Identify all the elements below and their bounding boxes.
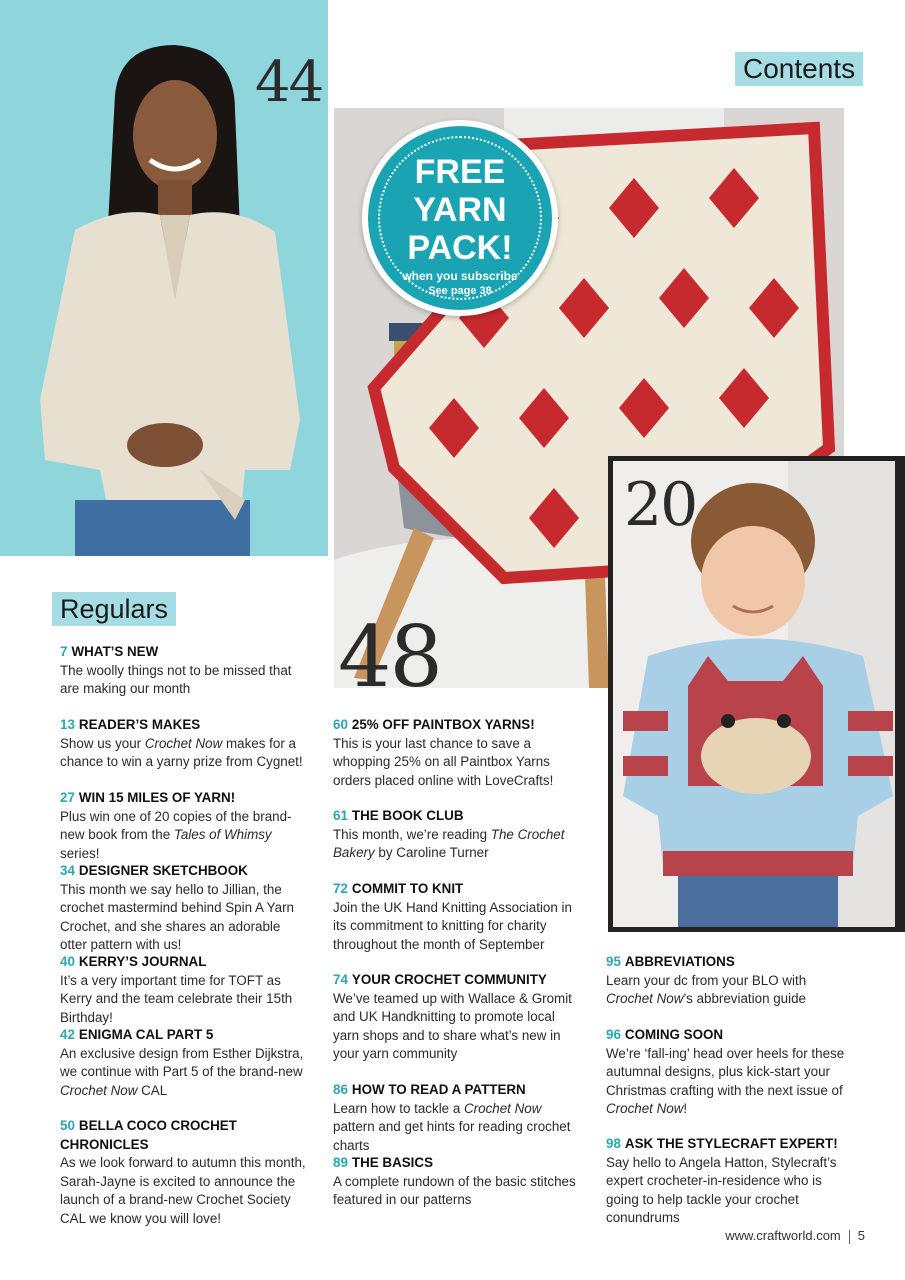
entry-desc: This month, we’re reading The Crochet Bakery by Caroline Turner [333,826,565,860]
entry-title: ENIGMA CAL PART 5 [78,1027,214,1042]
entry-95[interactable] [606,953,856,1009]
entry-desc: A complete rundown of the basic stitches featured in our patterns [333,1173,576,1207]
entry-61[interactable] [333,807,583,863]
entry-27[interactable] [60,789,310,863]
entry-desc: This is your last chance to save a whopping 25% on all Paintbox Yarns orders placed online with LoveCrafts! [333,735,554,788]
badge-line3: PACK! [407,229,513,267]
entry-desc: An exclusive design from Esther Dijkstra, we continue with Part 5 of the brand-new Crochet Now CAL [60,1045,304,1098]
entry-title: YOUR CROCHET COMMUNITY [351,972,547,987]
badge-subscribe-text: when you subscribe [402,269,518,283]
entry-title: KERRY’S JOURNAL [78,954,207,969]
entry-title: DESIGNER SKETCHBOOK [78,863,248,878]
entry-desc: Show us your Crochet Now makes for a chance to win a yarny prize from Cygnet! [60,735,303,769]
entry-number: 40 [60,954,75,969]
entry-34[interactable] [60,862,310,955]
entry-desc: Say hello to Angela Hatton, Stylecraft’s expert crocheter-in-residence who is going to help tackle your crochet conundrums [606,1154,837,1225]
entry-desc: Plus win one of 20 copies of the brand-new book from the Tales of Whimsy series! [60,808,292,861]
entry-title: 25% OFF PAINTBOX YARNS! [351,717,535,732]
free-yarn-pack-badge[interactable] [362,120,558,316]
entry-number: 95 [606,954,621,969]
entry-number: 50 [60,1118,75,1133]
entry-title: COMMIT TO KNIT [351,881,464,896]
entry-desc: It’s a very important time for TOFT as Kerry and the team celebrate their 15th Birthday! [60,972,293,1025]
entry-desc: Join the UK Hand Knitting Association in its commitment to knitting for charity throughout the month of September [333,899,572,952]
footer-divider [849,1230,850,1244]
entry-number: 60 [333,717,348,732]
entry-74[interactable] [333,971,583,1064]
entry-86[interactable] [333,1081,583,1155]
entry-desc: The woolly things not to be missed that are making our month [60,662,292,696]
entry-number: 86 [333,1082,348,1097]
entry-number: 34 [60,863,75,878]
entry-title: THE BASICS [351,1155,434,1170]
entry-desc: We’ve teamed up with Wallace & Gromit and UK Handknitting to promote local yarn shops and to share what’s new in your yarn community [333,990,572,1061]
page-number-48: 48 [338,608,441,706]
entry-number: 13 [60,717,75,732]
entry-number: 72 [333,881,348,896]
badge-line2: YARN [413,191,507,229]
entry-title: WIN 15 MILES OF YARN! [78,790,236,805]
entry-desc: This month we say hello to Jillian, the crochet mastermind behind Spin A Yarn Crochet, and she shares an adorable otter pattern with us! [60,881,294,952]
entry-96[interactable] [606,1026,856,1119]
footer [725,1228,865,1244]
footer-url[interactable]: www.craftworld.com [725,1228,841,1243]
badge-see-page: See page 38 [428,285,492,297]
entry-number: 61 [333,808,348,823]
entry-desc: As we look forward to autumn this month, Sarah-Jayne is excited to announce the launch of a brand-new Crochet Society CAL we know you will love! [60,1155,306,1226]
entry-title: ABBREVIATIONS [624,954,735,969]
entry-title: THE BOOK CLUB [351,808,464,823]
entry-40[interactable] [60,953,310,1027]
entry-50[interactable] [60,1117,310,1228]
badge-line1: FREE [414,153,506,191]
entry-desc: We’re ‘fall-ing’ head over heels for these autumnal designs, plus kick-start your Christmas crafting with the next issue of Crochet Now! [606,1045,845,1116]
entry-number: 98 [606,1136,621,1151]
entry-title: BELLA COCO CROCHET CHRONICLES [60,1118,237,1152]
entry-98[interactable] [606,1135,856,1228]
entry-42[interactable] [60,1026,310,1100]
entry-title: COMING SOON [624,1027,724,1042]
entry-89[interactable] [333,1154,583,1210]
entry-title: HOW TO READ A PATTERN [351,1082,526,1097]
contents-heading: Contents [735,52,863,86]
entry-number: 42 [60,1027,75,1042]
entry-desc: Learn how to tackle a Crochet Now pattern and get hints for reading crochet charts [333,1100,571,1153]
entry-72[interactable] [333,880,583,954]
entry-number: 27 [60,790,75,805]
page-number-44: 44 [255,50,323,115]
entry-title: ASK THE STYLECRAFT EXPERT! [624,1136,838,1151]
regulars-heading: Regulars [52,592,176,626]
entry-number: 96 [606,1027,621,1042]
entry-title: READER’S MAKES [78,717,201,732]
entry-number: 74 [333,972,348,987]
entry-number: 89 [333,1155,348,1170]
entry-60[interactable] [333,716,583,790]
page-number-20: 20 [624,470,697,540]
footer-page-number: 5 [857,1228,865,1243]
entry-desc: Learn your dc from your BLO with Crochet Now’s abbreviation guide [606,972,807,1006]
entry-13[interactable] [60,716,310,772]
entry-number: 7 [60,644,68,659]
entry-7[interactable] [60,643,310,699]
entry-title: WHAT’S NEW [71,644,159,659]
